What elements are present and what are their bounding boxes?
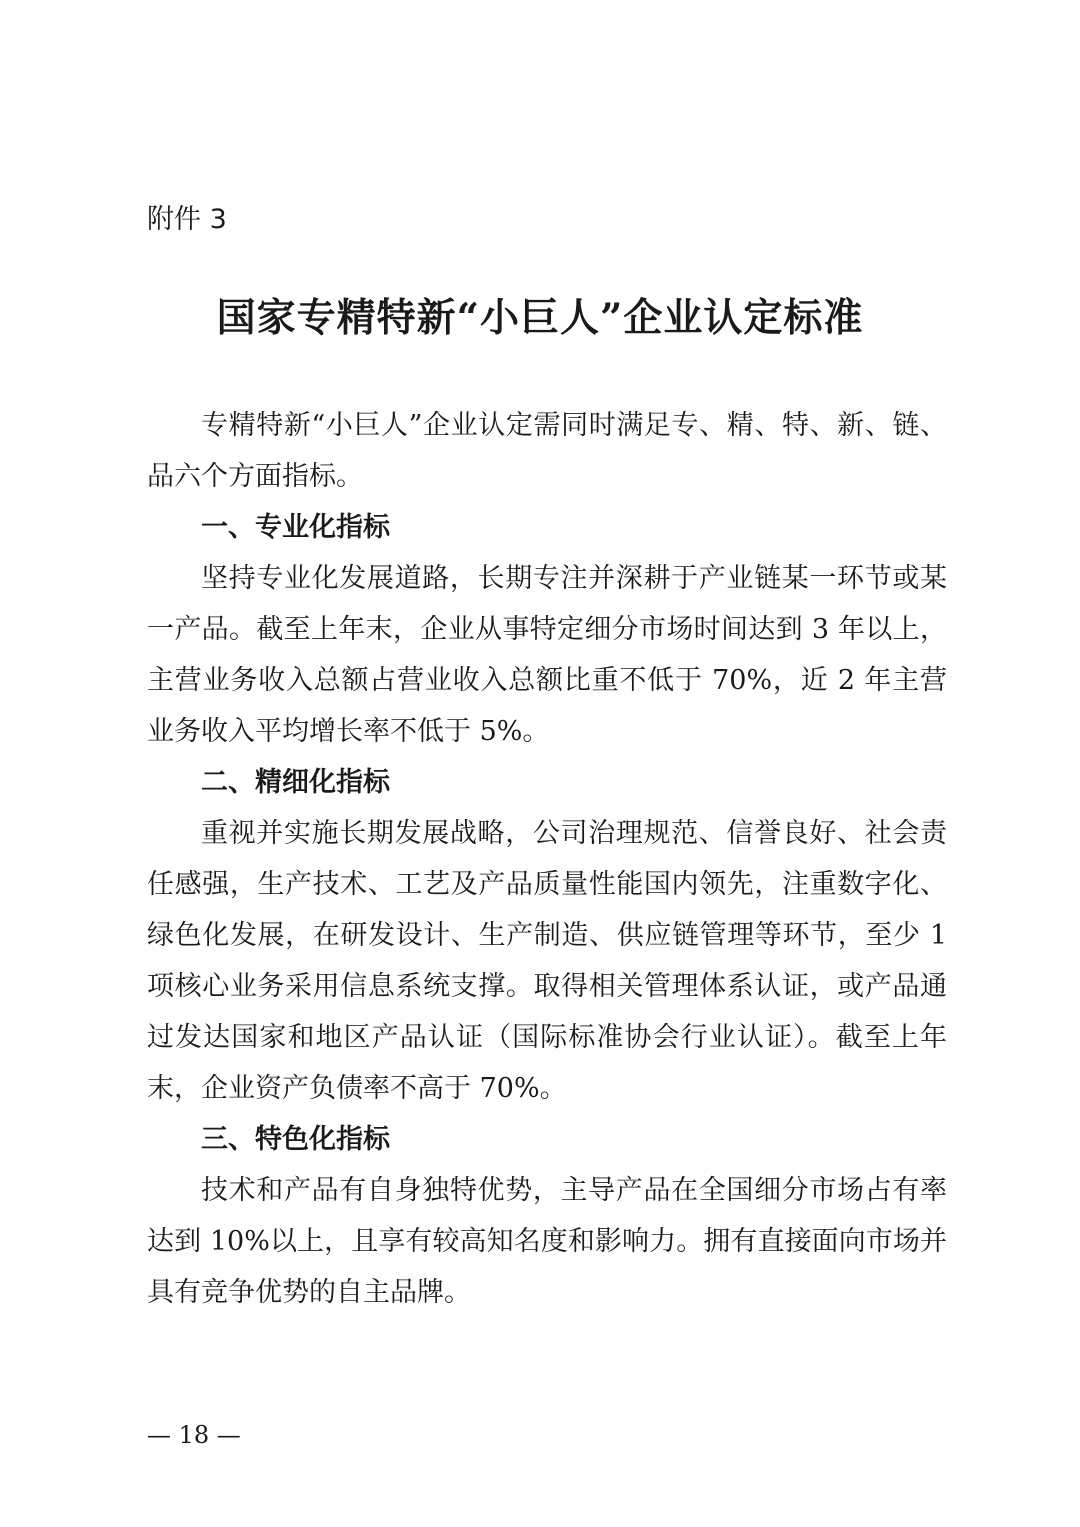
page-number: — 18 — bbox=[147, 1421, 241, 1449]
document-title: 国家专精特新“小巨人”企业认定标准 bbox=[216, 295, 864, 341]
attachment-label: 附件 3 bbox=[147, 204, 227, 235]
section-text-specialization: 坚持专业化发展道路，长期专注并深耕于产业链某一环节或某一产品。截至上年末，企业从事特定细分市场时间达到 3 年以上，主营业务收入总额占营业收入总额比重不低于 70%，近 2 年主营业务收入平均增长率不低于 5%。 bbox=[147, 563, 947, 747]
section-text-characteristic: 技术和产品有自身独特优势，主导产品在全国细分市场占有率达到 10%以上，且享有较高知名度和影响力。拥有直接面向市场并具有竞争优势的自主品牌。 bbox=[147, 1175, 947, 1308]
section-text-refinement: 重视并实施长期发展战略，公司治理规范、信誉良好、社会责任感强，生产技术、工艺及产品质量性能国内领先，注重数字化、绿色化发展，在研发设计、生产制造、供应链管理等环节，至少 1 项核心业务采用信息系统支撑。取得相关管理体系认证，或产品通过发达国家和地区产品认证（国际标准协会行业认证）。截至上年末，企业资产负债率不高于 70%。 bbox=[147, 818, 947, 1104]
intro-paragraph: 专精特新“小巨人”企业认定需同时满足专、精、特、新、链、品六个方面指标。 bbox=[147, 410, 947, 492]
section-heading-characteristic: 三、特色化指标 bbox=[201, 1124, 390, 1155]
section-heading-specialization: 一、专业化指标 bbox=[201, 512, 390, 543]
document-body bbox=[147, 400, 947, 1318]
section-heading-refinement: 二、精细化指标 bbox=[201, 767, 390, 798]
